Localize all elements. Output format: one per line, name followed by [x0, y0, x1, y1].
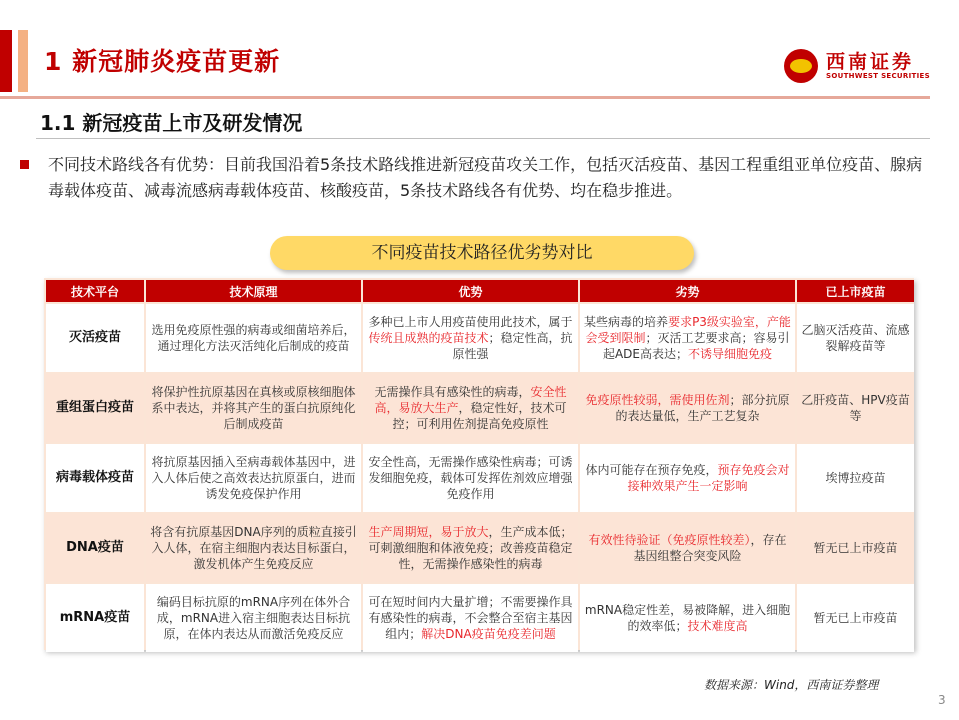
cell-advantages: 安全性高，无需操作感染性病毒；可诱发细胞免疫，载体可发挥佐剂效应增强免疫作用: [363, 444, 578, 512]
cell-advantages: 可在短时间内大量扩增；不需要操作具有感染性的病毒，不会整合至宿主基因组内；解决DNA疫苗免疫差问题: [363, 584, 578, 652]
cell-platform: mRNA疫苗: [46, 584, 144, 652]
cell-principle: 选用免疫原性强的病毒或细菌培养后，通过理化方法灭活纯化后制成的疫苗: [146, 304, 361, 372]
cell-advantages: 多种已上市人用疫苗使用此技术，属于传统且成熟的疫苗技术；稳定性高，抗原性强: [363, 304, 578, 372]
cell-disadvantages: 免疫原性较弱，需使用佐剂；部分抗原的表达量低，生产工艺复杂: [580, 374, 795, 442]
cell-marketed: 乙肝疫苗、HPV疫苗等: [797, 374, 914, 442]
header-marketed: 已上市疫苗: [797, 280, 914, 302]
table-row: [46, 514, 914, 582]
bullet-paragraph: 不同技术路线各有优势：目前我国沿着5条技术路线推进新冠疫苗攻关工作，包括灭活疫苗、基因工程重组亚单位疫苗、腺病毒载体疫苗、减毒流感病毒载体疫苗、核酸疫苗，5条技术路线各有优势、均在稳步推进。: [48, 155, 923, 200]
cell-principle: 将抗原基因插入至病毒载体基因中，进入人体后使之高效表达抗原蛋白，进而诱发免疫保护作用: [146, 444, 361, 512]
table-row: [46, 584, 914, 652]
comparison-table-container: [44, 278, 914, 650]
cell-disadvantages: 某些病毒的培养要求P3级实验室，产能会受到限制；灭活工艺要求高；容易引起ADE高表达；不诱导细胞免疫: [580, 304, 795, 372]
table-header-row: [46, 280, 914, 302]
logo-english-name: SOUTHWEST SECURITIES: [826, 72, 930, 80]
section-title: 1.1 新冠疫苗上市及研发情况: [40, 111, 303, 135]
page-title: 1 新冠肺炎疫苗更新: [44, 47, 281, 76]
header-platform: 技术平台: [46, 280, 144, 302]
cell-disadvantages: 有效性待验证（免疫原性较差），存在基因组整合突变风险: [580, 514, 795, 582]
comparison-table: [44, 278, 916, 654]
header-accent-red: [0, 30, 12, 92]
cell-principle: 编码目标抗原的mRNA序列在体外合成，mRNA进入宿主细胞表达目标抗原，在体内表达从而激活免疫反应: [146, 584, 361, 652]
header-accent-orange: [18, 30, 28, 92]
table-row: [46, 374, 914, 442]
cell-marketed: 暂无已上市疫苗: [797, 514, 914, 582]
header-advantages: 优势: [363, 280, 578, 302]
header-divider: [0, 96, 930, 99]
table-row: [46, 304, 914, 372]
cell-advantages: 无需操作具有感染性的病毒，安全性高，易放大生产，稳定性好，技术可控；可利用佐剂提高免疫原性: [363, 374, 578, 442]
page-number: 3: [938, 693, 946, 707]
cell-platform: 重组蛋白疫苗: [46, 374, 144, 442]
cell-marketed: 暂无已上市疫苗: [797, 584, 914, 652]
cell-disadvantages: 体内可能存在预存免疫，预存免疫会对接种效果产生一定影响: [580, 444, 795, 512]
table-caption: 不同疫苗技术路径优劣势对比: [270, 236, 694, 270]
bullet-square-icon: [20, 160, 29, 169]
cell-platform: 病毒载体疫苗: [46, 444, 144, 512]
header-principle: 技术原理: [146, 280, 361, 302]
cell-platform: 灭活疫苗: [46, 304, 144, 372]
data-source-note: 数据来源：Wind，西南证券整理: [704, 678, 879, 692]
cell-disadvantages: mRNA稳定性差，易被降解，进入细胞的效率低；技术难度高: [580, 584, 795, 652]
cell-marketed: 乙脑灭活疫苗、流感裂解疫苗等: [797, 304, 914, 372]
cell-platform: DNA疫苗: [46, 514, 144, 582]
cell-principle: 将含有抗原基因DNA序列的质粒直接引入人体，在宿主细胞内表达目标蛋白，激发机体产生免疫反应: [146, 514, 361, 582]
cell-principle: 将保护性抗原基因在真核或原核细胞体系中表达，并将其产生的蛋白抗原纯化后制成疫苗: [146, 374, 361, 442]
company-logo: [784, 46, 930, 86]
section-divider: [36, 138, 930, 139]
header-disadvantages: 劣势: [580, 280, 795, 302]
logo-emblem-icon: [784, 49, 818, 83]
cell-marketed: 埃博拉疫苗: [797, 444, 914, 512]
cell-advantages: 生产周期短，易于放大，生产成本低；可刺激细胞和体液免疫；改善疫苗稳定性，无需操作感染性的病毒: [363, 514, 578, 582]
logo-chinese-name: 西南证券: [826, 51, 915, 73]
table-row: [46, 444, 914, 512]
